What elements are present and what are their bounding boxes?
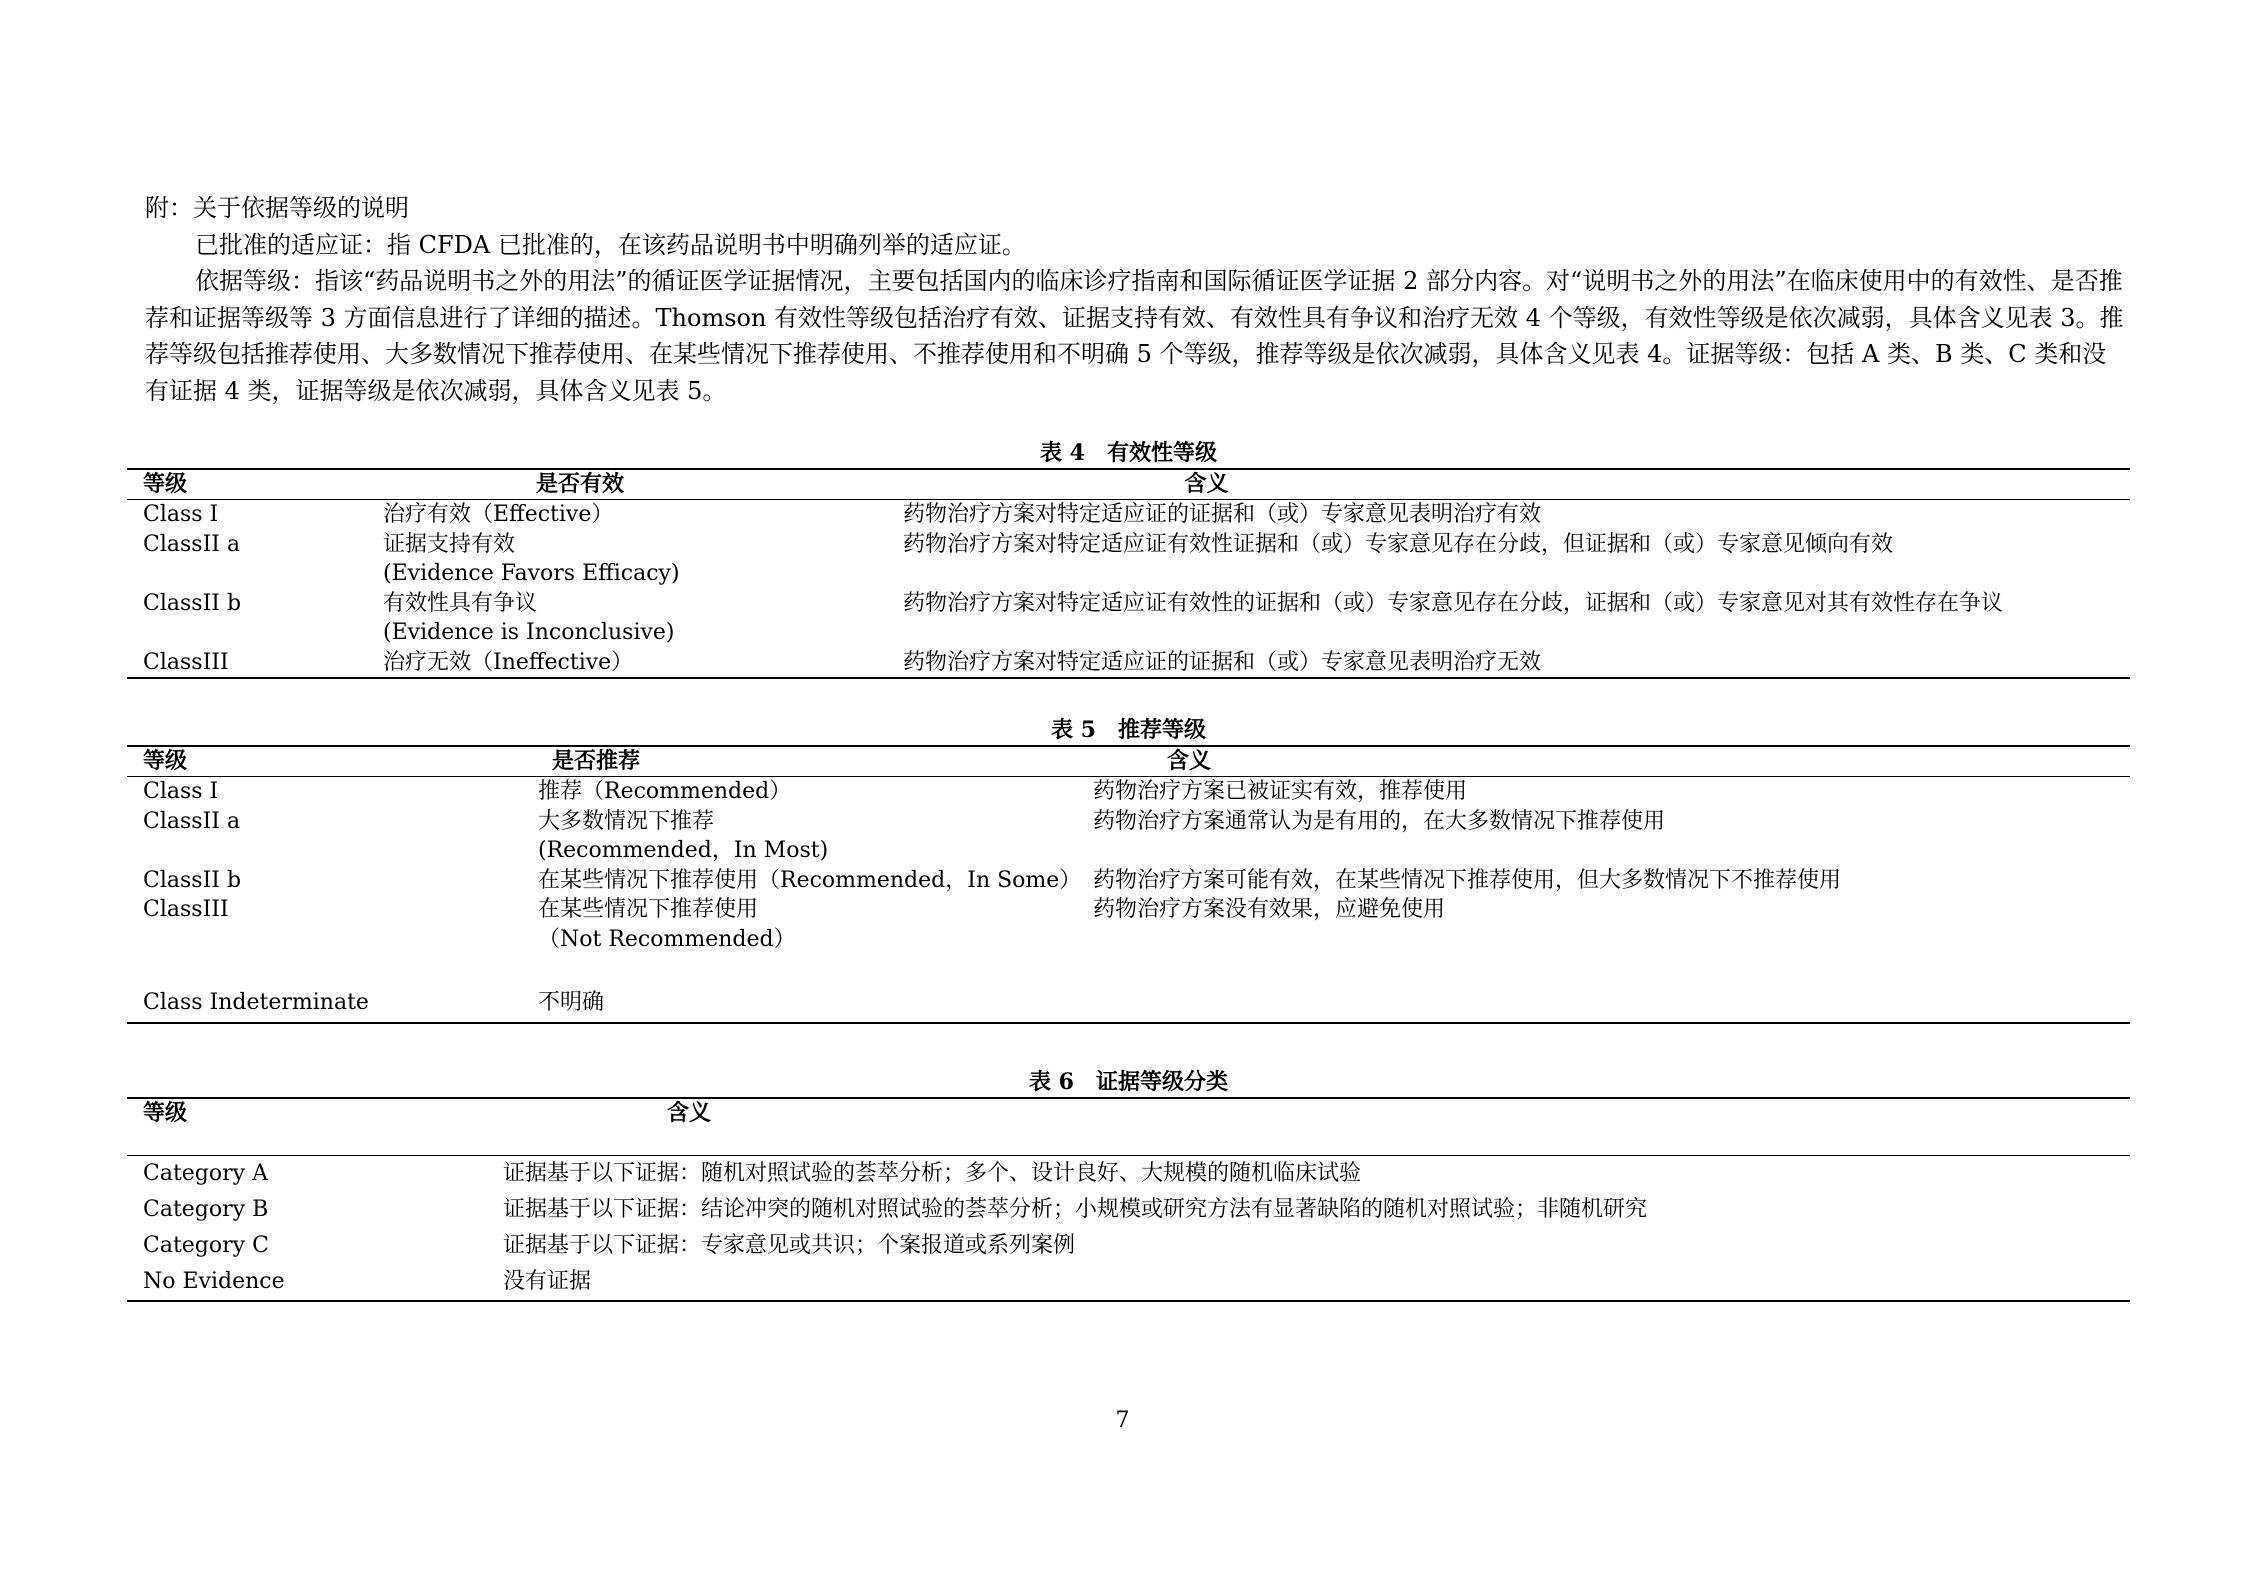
- cell-line: 大多数情况下推荐: [538, 808, 715, 834]
- cell-efficacy: [367, 530, 887, 589]
- column-header-efficacy: 是否有效: [535, 471, 624, 497]
- table-row: [127, 866, 2130, 896]
- intro-section: [145, 190, 2130, 409]
- cell-meaning: 药物治疗方案对特定适应证有效性的证据和（或）专家意见存在分歧，证据和（或）专家意见对其有效性存在争议: [903, 590, 2004, 616]
- column-header-meaning: 含义: [1184, 471, 1229, 497]
- cell-line: 推荐（Recommended）: [538, 779, 792, 804]
- table-caption: 有效性等级: [1106, 440, 1217, 466]
- cell-line: （Not Recommended）: [538, 926, 796, 952]
- table-caption: 证据等级分类: [1095, 1069, 1228, 1095]
- table-recommendation-grade: [127, 715, 2130, 1024]
- table-row: [127, 1228, 2130, 1264]
- cell-grade: ClassII a: [143, 808, 241, 834]
- cell-meaning: 证据基于以下证据：随机对照试验的荟萃分析；多个、设计良好、大规模的随机临床试验: [503, 1161, 1362, 1186]
- cell-meaning: 没有证据: [503, 1269, 592, 1294]
- table-number: 表 6: [1029, 1069, 1074, 1095]
- cell-line: 在某些情况下推荐使用: [538, 897, 759, 922]
- cell-meaning: [1077, 988, 2130, 1023]
- cell-meaning: 药物治疗方案对特定适应证的证据和（或）专家意见表明治疗无效: [903, 649, 1542, 675]
- cell-grade: ClassII a: [143, 531, 241, 557]
- cell-grade: ClassIII: [143, 649, 229, 675]
- table-row: [127, 500, 2130, 530]
- cell-meaning: 证据基于以下证据：专家意见或共识；个案报道或系列案例: [503, 1233, 1076, 1258]
- table-row: [127, 807, 2130, 866]
- cell-line: 不明确: [538, 990, 605, 1015]
- cell-grade: ClassIII: [143, 897, 229, 922]
- cell-grade: Class I: [143, 502, 219, 527]
- cell-recommended: [522, 807, 1077, 866]
- cell-grade: ClassII b: [143, 867, 242, 893]
- cell-grade: Class Indeterminate: [143, 990, 369, 1015]
- table-row: [127, 1156, 2130, 1193]
- cell-line: (Evidence Favors Efficacy): [383, 561, 680, 586]
- table-header-row: [127, 746, 2130, 777]
- table-row: [127, 777, 2130, 807]
- cell-grade: No Evidence: [143, 1269, 285, 1294]
- table-row: [127, 1264, 2130, 1301]
- cell-meaning: 药物治疗方案可能有效，在某些情况下推荐使用，但大多数情况下不推荐使用: [1093, 867, 1842, 893]
- table-row: [127, 648, 2130, 679]
- cell-efficacy: [367, 648, 887, 679]
- column-header-recommended: 是否推荐: [552, 748, 641, 774]
- table-header-row: [127, 1098, 2130, 1156]
- cell-line: 在某些情况下推荐使用（Recommended，In Some）: [538, 867, 1082, 893]
- column-header-grade: 等级: [143, 748, 188, 774]
- cell-meaning: 药物治疗方案对特定适应证有效性证据和（或）专家意见存在分歧，但证据和（或）专家意见倾向有效: [903, 531, 1894, 557]
- cell-line: 证据支持有效: [383, 531, 516, 557]
- cell-line: 治疗有效（Effective）: [383, 502, 614, 527]
- table-title: [127, 438, 2130, 468]
- cell-meaning: 药物治疗方案已被证实有效，推荐使用: [1093, 779, 1468, 804]
- cell-efficacy: [367, 500, 887, 530]
- column-header-grade: 等级: [143, 471, 188, 497]
- intro-heading: 附：关于依据等级的说明: [145, 194, 409, 222]
- cell-meaning: 证据基于以下证据：结论冲突的随机对照试验的荟萃分析；小规模或研究方法有显著缺陷的随机对照试验；非随机研究: [503, 1197, 1648, 1222]
- cell-meaning: 药物治疗方案通常认为是有用的，在大多数情况下推荐使用: [1093, 808, 1666, 834]
- cell-line: 治疗无效（Ineffective）: [383, 649, 634, 675]
- table-row: [127, 589, 2130, 648]
- table-row: [127, 1192, 2130, 1228]
- column-header-grade: 等级: [143, 1100, 188, 1126]
- cell-grade: Category B: [143, 1197, 269, 1222]
- cell-recommended: [522, 866, 1082, 896]
- cell-efficacy: [367, 589, 887, 648]
- cell-line: (Recommended，In Most): [538, 838, 829, 863]
- cell-grade: Category A: [143, 1161, 268, 1186]
- cell-recommended: [522, 777, 1077, 807]
- table-number: 表 5: [1051, 717, 1096, 743]
- table-row: [127, 530, 2130, 589]
- table-caption: 推荐等级: [1117, 717, 1206, 743]
- cell-recommended: [522, 988, 1077, 1023]
- table-header-row: [127, 469, 2130, 500]
- column-header-meaning: 含义: [667, 1100, 712, 1126]
- table-title: [127, 1067, 2130, 1097]
- table-title: [127, 715, 2130, 745]
- intro-paragraph-evidence: 依据等级：指该“药品说明书之外的用法”的循证医学证据情况，主要包括国内的临床诊疗指南和国际循证医学证据 2 部分内容。对“说明书之外的用法”在临床使用中的有效性、是否推荐和证据等级等 3 方面信息进行了详细的描述。Thomson 有效性等级包括治疗有效、证据支持有效、有效性具有争议和治疗无效 4 个等级，有效性等级是依次减弱，具体含义见表 3。推荐等级包括推荐使用、大多数情况下推荐使用、在某些情况下推荐使用、不推荐使用和不明确 5 个等级，推荐等级是依次减弱，具体含义见表 4。证据等级：包括 A 类、B 类、C 类和没有证据 4 类，证据等级是依次减弱，具体含义见表 5。: [145, 267, 2124, 405]
- page-number: 7: [1115, 1408, 1130, 1433]
- cell-grade: Category C: [143, 1233, 269, 1258]
- cell-meaning: 药物治疗方案对特定适应证的证据和（或）专家意见表明治疗有效: [903, 502, 1542, 527]
- cell-meaning: 药物治疗方案没有效果，应避免使用: [1093, 897, 1446, 922]
- table-row: [127, 895, 2130, 988]
- cell-line: (Evidence is Inconclusive): [383, 620, 675, 645]
- column-header-meaning: 含义: [1167, 748, 1212, 774]
- table-efficacy-grade: [127, 438, 2130, 679]
- cell-grade: Class I: [143, 779, 219, 804]
- table-row: [127, 988, 2130, 1023]
- intro-paragraph-approved: 已批准的适应证：指 CFDA 已批准的，在该药品说明书中明确列举的适应证。: [195, 230, 1026, 259]
- table-number: 表 4: [1040, 440, 1085, 466]
- cell-grade: ClassII b: [143, 590, 242, 616]
- cell-recommended: [522, 895, 1077, 988]
- cell-line: 有效性具有争议: [383, 590, 538, 616]
- table-evidence-category: [127, 1067, 2130, 1302]
